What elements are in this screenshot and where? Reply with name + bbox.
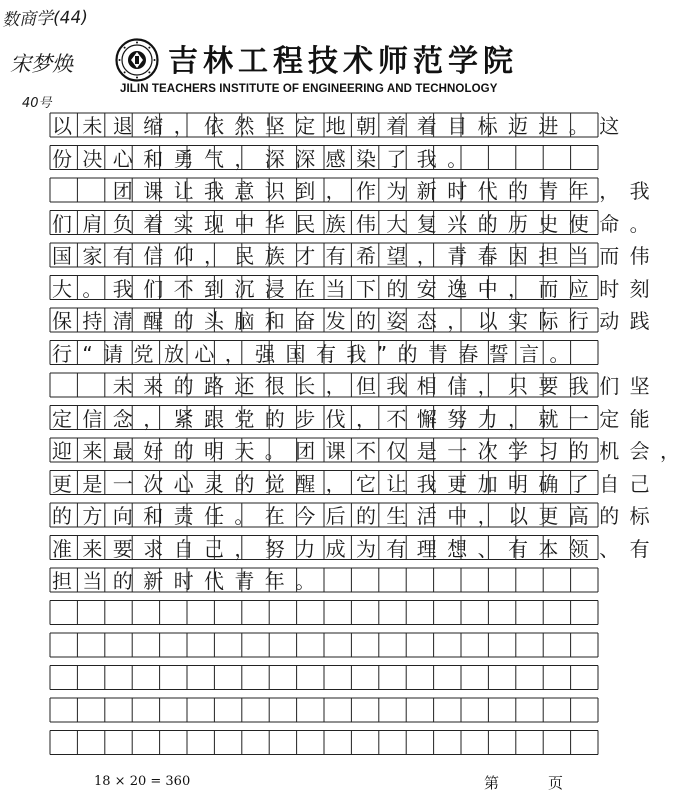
handwritten-student-name: 宋梦焕	[10, 52, 73, 76]
school-name-chinese: 吉林工程技术师范学院	[168, 44, 518, 79]
essay-line: 保持清醒的头脑和奋发的姿态，以实际行动践	[52, 309, 660, 333]
composition-grid	[50, 113, 690, 763]
essay-line: 迎来最好的明天。团课不仅是一次学习的机会，	[52, 439, 690, 463]
page-suffix-label: 页	[548, 774, 564, 792]
handwritten-student-number: 40号	[22, 96, 52, 111]
essay-line	[52, 699, 596, 723]
essay-line: 行“请党放心，强国有我”的青春誓言。	[52, 341, 580, 366]
essay-line	[52, 667, 596, 691]
essay-line	[52, 602, 596, 626]
essay-line	[52, 732, 596, 756]
essay-line: 准来要求自己，努力成为有理想、有本领、有	[52, 536, 660, 561]
essay-line: 更是一次心灵的觉醒，它让我更加明确了自己	[52, 471, 660, 496]
essay-line	[52, 634, 596, 658]
essay-line: 的方向和责任。在今后的生活中，以更高的标	[52, 504, 660, 528]
essay-line: 团课让我意识到，作为新时代的青年，我	[52, 179, 660, 203]
school-seal-icon	[115, 38, 159, 82]
grid-count-label: 18 × 20 = 360	[94, 774, 191, 789]
essay-line: 担当的新时代青年。	[52, 569, 326, 593]
essay-line: 国家有信仰，民族才有希望，青春因担当而伟	[52, 244, 660, 268]
page-label: 第	[484, 774, 500, 792]
essay-line: 们肩负着实现中华民族伟大复兴的历史使命。	[52, 211, 660, 236]
school-name-english: JILIN TEACHERS INSTITUTE OF ENGINEERING AND TECHNOLOGY	[120, 83, 498, 95]
essay-line: 份决心和勇气，深深感染了我。	[52, 146, 478, 171]
essay-line: 以未退缩，依然坚定地朝着着目标迈进。这	[52, 114, 630, 138]
essay-line: 大。我们不到沉浸在当下的安逸中，而应时刻	[52, 276, 660, 301]
handwritten-class-label: 数商学(44)	[1, 7, 89, 31]
essay-line: 定信念，紧跟党的步伐，不懈努力，就一定能	[52, 406, 660, 431]
essay-line: 未来的路还很长，但我相信，只要我们坚	[52, 374, 660, 398]
